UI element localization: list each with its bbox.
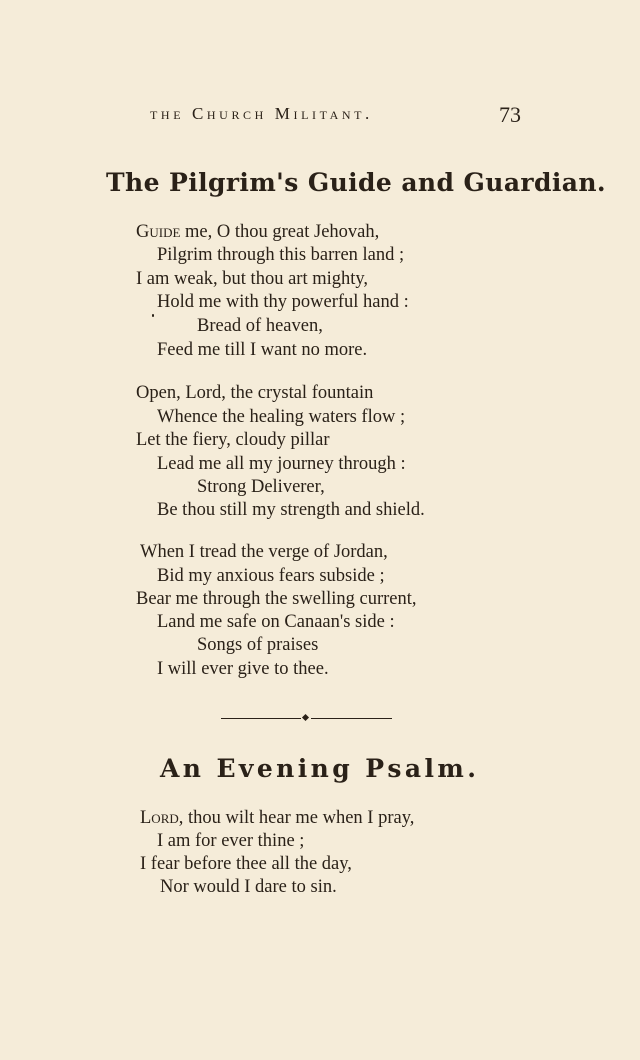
page-number: 73	[499, 102, 521, 127]
hymn-title-pilgrims-guide: The Pilgrim's Guide and Guardian.	[106, 168, 607, 197]
stanza-1-line-3: I am weak, but thou art mighty,	[136, 269, 369, 289]
stanza-3-line-5: Songs of praises	[197, 635, 319, 655]
first-word: Guide	[136, 222, 181, 242]
stanza-3-line-3: Bear me through the swelling current,	[136, 589, 417, 609]
line-text: me, O thou great Jehovah,	[180, 222, 380, 242]
stanza-2-line-2: Whence the healing waters flow ;	[157, 407, 406, 427]
running-head: the Church Militant.	[150, 104, 373, 123]
psalm-line-3: I fear before thee all the day,	[140, 854, 352, 874]
stanza-2-line-1: Open, Lord, the crystal fountain	[136, 383, 374, 403]
stanza-3-line-4: Land me safe on Canaan's side :	[157, 612, 395, 632]
psalm-line-1	[140, 809, 414, 828]
stanza-3-line-2: Bid my anxious fears subside ;	[157, 566, 385, 586]
stanza-1-line-4: Hold me with thy powerful hand :	[157, 292, 409, 312]
line-text: , thou wilt hear me when I pray,	[178, 808, 415, 828]
stanza-1-line-2: Pilgrim through this barren land ;	[157, 245, 405, 265]
section-divider-ornament	[221, 718, 392, 720]
stanza-1-line-6: Feed me till I want no more.	[157, 340, 368, 360]
psalm-line-2: I am for ever thine ;	[157, 831, 305, 851]
stray-ink-mark	[152, 314, 154, 317]
stanza-1-line-5: Bread of heaven,	[197, 316, 323, 336]
divider-diamond-icon	[302, 714, 309, 721]
stanza-3-line-6: I will ever give to thee.	[157, 659, 329, 679]
divider-rule-left	[221, 718, 301, 719]
stanza-1-line-1	[136, 223, 379, 242]
stanza-2-line-3: Let the fiery, cloudy pillar	[136, 430, 330, 450]
psalm-line-4: Nor would I dare to sin.	[160, 877, 337, 897]
divider-rule-right	[311, 718, 392, 719]
first-word: Lord	[140, 808, 179, 828]
stanza-2-line-4: Lead me all my journey through :	[157, 454, 406, 474]
stanza-2-line-5: Strong Deliverer,	[197, 477, 325, 497]
stanza-3-line-1: When I tread the verge of Jordan,	[140, 542, 388, 562]
hymn-title-evening-psalm: An Evening Psalm.	[160, 754, 480, 783]
stanza-2-line-6: Be thou still my strength and shield.	[157, 500, 425, 520]
